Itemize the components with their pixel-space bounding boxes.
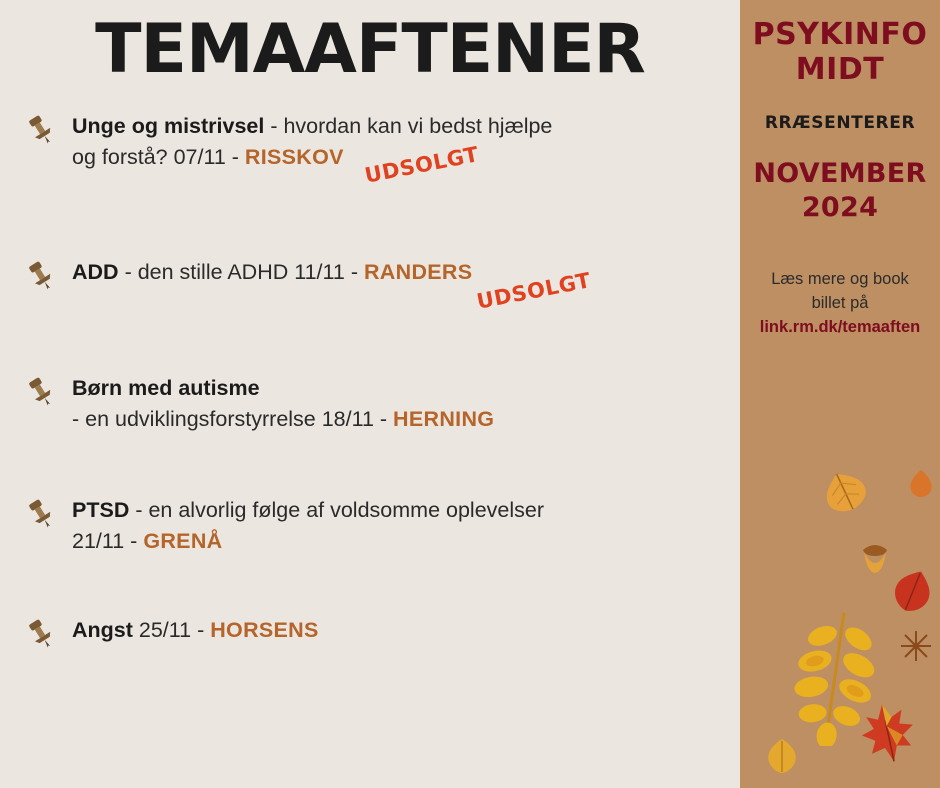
list-item[interactable] [24, 373, 740, 443]
event-text [72, 373, 740, 434]
leaf-icon [820, 470, 870, 519]
event-list [0, 111, 740, 655]
pushpin-icon [24, 617, 58, 651]
event-desc: - den stille ADHD 11/11 - [118, 260, 364, 285]
event-title: Børn med autisme [72, 376, 260, 401]
brand-line-1: PSYKINFO [752, 17, 928, 52]
event-date: 21/11 - [72, 528, 144, 553]
list-item[interactable] [24, 495, 740, 565]
event-desc: - hvordan kan vi bedst hjælpe [264, 114, 553, 139]
booking-line-2: billet på [811, 294, 869, 313]
status-badge: UDSOLGT [474, 268, 593, 315]
list-item[interactable] [24, 615, 740, 655]
event-place: HORSENS [210, 618, 319, 643]
event-title: Unge og mistrivsel [72, 114, 265, 139]
month-name: NOVEMBER [753, 158, 927, 189]
event-text [72, 257, 740, 288]
booking-line-1: Læs mere og book [771, 269, 909, 288]
event-title: ADD [72, 260, 119, 285]
event-date: - en udviklingsforstyrrelse 18/11 - [72, 406, 394, 431]
presents-label: RRÆSENTERER [764, 113, 916, 133]
poster-sidebar [740, 0, 940, 788]
brand-line-2: MIDT [795, 51, 885, 87]
booking-text [740, 267, 940, 317]
event-place: RISSKOV [244, 144, 344, 169]
pushpin-icon [24, 113, 58, 147]
event-title: PTSD [72, 498, 130, 523]
pushpin-icon [24, 375, 58, 409]
seed-pod-icon [898, 628, 934, 669]
leaf-icon [762, 736, 802, 781]
year-number: 2024 [801, 191, 879, 223]
booking-link[interactable]: link.rm.dk/temaaften [759, 318, 921, 336]
event-desc: - en alvorlig følge af voldsomme oplevelser [129, 498, 544, 523]
event-place: RANDERS [363, 260, 473, 285]
list-item[interactable] [24, 111, 740, 207]
brand-name [740, 0, 940, 87]
pushpin-icon [24, 497, 58, 531]
status-badge: UDSOLGT [362, 142, 481, 189]
event-text [72, 495, 740, 556]
list-item[interactable] [24, 257, 740, 313]
acorn-icon [858, 538, 892, 581]
event-desc: 25/11 - [132, 618, 211, 643]
event-place: HERNING [393, 406, 495, 431]
leaf-icon [890, 568, 936, 619]
maple-leaf-icon [858, 700, 918, 771]
event-date: og forstå? 07/11 - [72, 144, 245, 169]
event-text [72, 615, 740, 646]
pushpin-icon [24, 259, 58, 293]
page-title: TEMAAFTENER [95, 10, 645, 89]
leaf-icon [906, 468, 936, 503]
compound-leaf-icon [780, 606, 890, 751]
event-title: Angst [72, 618, 133, 643]
month-label [740, 157, 940, 225]
event-place: GRENÅ [143, 528, 223, 553]
